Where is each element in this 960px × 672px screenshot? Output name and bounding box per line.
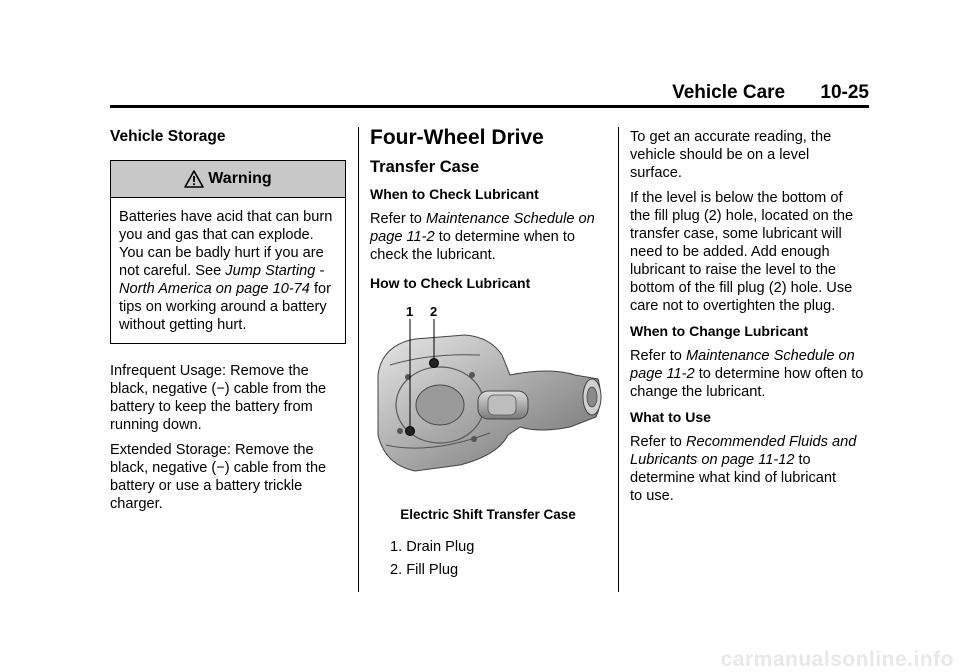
text-line: running down. — [110, 417, 202, 433]
warning-box — [110, 160, 346, 344]
column-divider — [618, 127, 619, 592]
recommended-fluids-page-link[interactable]: Lubricants on page 11-12 — [630, 452, 795, 468]
accurate-reading-paragraph — [630, 128, 870, 182]
infrequent-usage-paragraph — [110, 362, 346, 434]
warning-line: You can be badly hurt if you are — [119, 245, 324, 261]
when-to-check-paragraph — [370, 210, 606, 264]
callout-1: 1 — [406, 305, 414, 319]
what-to-use-paragraph — [630, 433, 870, 505]
transfer-case-illustration — [370, 305, 606, 495]
text-line: transfer case, some lubricant will — [630, 226, 842, 242]
text-line: charger. — [110, 496, 163, 512]
text-line: need to be added. Add enough — [630, 244, 830, 260]
text-line: bottom of the fill plug (2) hole. Use — [630, 280, 853, 296]
text: to determine when to — [434, 229, 575, 245]
header-rule — [110, 105, 869, 108]
page-header — [110, 82, 869, 104]
warning-text: for — [309, 281, 332, 297]
four-wheel-drive-title: Four-Wheel Drive — [370, 126, 544, 149]
fill-plug-marker — [430, 359, 439, 368]
warning-body — [111, 198, 345, 343]
section-title: Vehicle Care — [672, 82, 786, 103]
warning-header — [111, 161, 345, 198]
text-line: battery to keep the battery from — [110, 399, 313, 415]
maintenance-schedule-link[interactable]: Maintenance Schedule on — [425, 211, 595, 227]
list-item: 2. Fill Plug — [390, 562, 459, 578]
how-to-check-heading: How to Check Lubricant — [370, 275, 531, 291]
warning-line: without getting hurt. — [119, 317, 247, 333]
fill-level-paragraph — [630, 189, 870, 315]
transfer-case-subtitle: Transfer Case — [370, 158, 480, 176]
text-line: To get an accurate reading, the — [630, 129, 832, 145]
jump-starting-link[interactable]: Jump Starting - — [225, 263, 325, 279]
text: Refer to — [630, 434, 686, 450]
warning-triangle-icon — [184, 170, 204, 188]
text-line: surface. — [630, 165, 682, 181]
text-line: lubricant to raise the level to the — [630, 262, 837, 278]
warning-line — [119, 280, 337, 298]
column-1 — [110, 128, 346, 520]
text-line: determine what kind of lubricant — [630, 470, 837, 486]
column-divider — [358, 127, 359, 592]
figure-caption: Electric Shift Transfer Case — [400, 507, 576, 522]
warning-line: tips on working around a battery — [119, 299, 327, 315]
warning-line: Batteries have acid that can burn — [119, 209, 333, 225]
text: Refer to — [630, 348, 686, 364]
text: Refer to — [370, 211, 426, 227]
text-line: change the lubricant. — [630, 384, 766, 400]
jump-starting-link-page[interactable]: North America on page 10-74 — [119, 281, 310, 297]
warning-line: you and gas that can explode. — [119, 227, 314, 243]
watermark: carmanualsonline.info — [720, 648, 954, 671]
callout-list — [370, 538, 606, 579]
recommended-fluids-link[interactable]: Recommended Fluids and — [685, 434, 857, 450]
page-number: 10-25 — [820, 82, 869, 103]
list-item: 1. Drain Plug — [390, 539, 475, 555]
text-line: the fill plug (2) hole, located on the — [630, 208, 854, 224]
column-2 — [370, 128, 606, 584]
text: to determine how often to — [694, 366, 864, 382]
warning-text: not careful. See — [119, 263, 226, 279]
text: to — [794, 452, 811, 468]
text-line: black, negative (−) cable from the — [110, 381, 327, 397]
extended-storage-paragraph — [110, 441, 346, 513]
when-to-change-heading: When to Change Lubricant — [630, 323, 809, 339]
column-3 — [630, 128, 870, 512]
text-line: black, negative (−) cable from the — [110, 460, 327, 476]
text-line: battery or use a battery trickle — [110, 478, 303, 494]
maintenance-schedule-page-link[interactable]: page 11-2 — [370, 229, 435, 245]
when-to-change-paragraph — [630, 347, 870, 401]
maintenance-schedule-page-link[interactable]: page 11-2 — [630, 366, 695, 382]
when-to-check-heading: When to Check Lubricant — [370, 186, 539, 202]
text-line: If the level is below the bottom of — [630, 190, 843, 206]
warning-line — [119, 262, 337, 280]
drain-plug-marker — [406, 427, 415, 436]
text-line: to use. — [630, 488, 674, 504]
vehicle-storage-heading: Vehicle Storage — [110, 128, 226, 145]
maintenance-schedule-link[interactable]: Maintenance Schedule on — [685, 348, 855, 364]
text-line: Infrequent Usage: Remove the — [110, 363, 309, 379]
text-line: vehicle should be on a level — [630, 147, 810, 163]
callout-2: 2 — [430, 305, 438, 319]
text-line: check the lubricant. — [370, 247, 496, 263]
warning-title: Warning — [208, 170, 272, 187]
text-line: care not to overtighten the plug. — [630, 298, 836, 314]
text-line: Extended Storage: Remove the — [110, 442, 314, 458]
what-to-use-heading: What to Use — [630, 409, 711, 425]
